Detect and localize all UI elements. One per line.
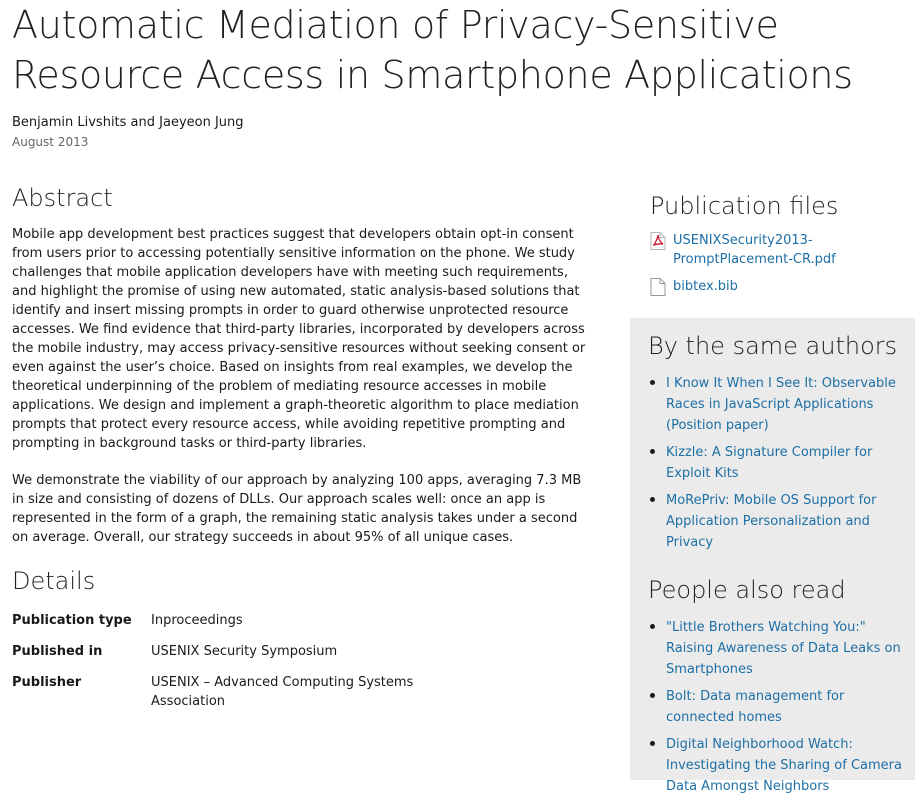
details-label: Published in: [12, 644, 103, 659]
related-publication-link[interactable]: MoRePriv: Mobile OS Support for Application Personalization and Privacy: [666, 493, 877, 550]
pdf-file-icon: [650, 231, 673, 254]
related-publication-link[interactable]: Kizzle: A Signature Compiler for Exploit Kits: [666, 445, 873, 481]
list-item: [648, 616, 903, 679]
details-row: [12, 673, 421, 723]
list-item: [648, 685, 903, 727]
abstract-paragraph: Mobile app development best practices suggest that developers obtain opt-in consent from users prior to accessing potentially sensitive information on the phone. We study challenges that mobile application developers have with meeting such requirements, and highlight the promise of using new automated, static analysis-based solutions that identify and insert missing prompts in order to guard otherwise unprotected resource accesses. We find evidence that third-party libraries, incorporated by developers across the mobile industry, may access privacy-sensitive resources without seeking consent or even against the user’s choice. Based on insights from real examples, we develop the theoretical underpinning of the problem of mediating resource accesses in mobile applications. We design and implement a graph-theoretic algorithm to place mediation prompts that protect every resource access, while avoiding repetitive prompting and prompting in background tasks or third-party libraries.: [12, 227, 586, 451]
details-value: Inproceedings: [151, 613, 243, 628]
details-table: [12, 611, 421, 723]
details-row: [12, 611, 421, 642]
file-item: [650, 277, 910, 300]
details-heading: Details: [12, 567, 96, 595]
list-item: [648, 441, 903, 483]
same-authors-list: [648, 372, 903, 552]
file-item: [650, 231, 910, 269]
abstract-paragraph: We demonstrate the viability of our approach by analyzing 100 apps, averaging 7.3 MB in size and consisting of dozens of DLLs. Our approach scales well: once an app is represented in the form of a graph, the remaining static analysis takes under a second on average. Overall, our strategy succeeds in about 95% of all unique cases.: [12, 473, 582, 545]
publication-date: August 2013: [12, 135, 89, 149]
list-item: [648, 372, 903, 435]
related-publication-link[interactable]: Digital Neighborhood Watch: Investigating the Sharing of Camera Data Amongst Neighbors: [666, 737, 902, 794]
related-publication-link[interactable]: I Know It When I See It: Observable Races in JavaScript Applications (Position paper): [666, 376, 896, 433]
pdf-file-link[interactable]: USENIXSecurity2013-PromptPlacement-CR.pdf: [673, 233, 836, 267]
related-publication-link[interactable]: Bolt: Data management for connected homes: [666, 689, 845, 725]
authors: Benjamin Livshits and Jaeyeon Jung: [12, 115, 244, 130]
main-content: [12, 182, 588, 723]
same-authors-heading: By the same authors: [648, 332, 898, 360]
details-label: Publisher: [12, 675, 82, 690]
details-value: USENIX Security Symposium: [151, 644, 338, 659]
details-row: [12, 642, 421, 673]
related-sidebar: [630, 318, 915, 794]
publication-files-heading: Publication files: [650, 192, 839, 220]
page-title: Automatic Mediation of Privacy-Sensitive Resource Access in Smartphone Applications: [12, 3, 853, 97]
list-item: [648, 489, 903, 552]
details-value: USENIX – Advanced Computing Systems Association: [151, 675, 414, 709]
bibtex-file-link[interactable]: bibtex.bib: [673, 279, 738, 294]
details-label: Publication type: [12, 613, 132, 628]
document-file-icon: [650, 277, 673, 300]
related-publication-link[interactable]: "Little Brothers Watching You:" Raising Awareness of Data Leaks on Smartphones: [666, 620, 901, 677]
also-read-list: [648, 616, 903, 796]
list-item: [648, 733, 903, 796]
publication-files: [650, 190, 910, 308]
abstract-heading: Abstract: [12, 184, 113, 212]
also-read-heading: People also read: [648, 576, 846, 604]
